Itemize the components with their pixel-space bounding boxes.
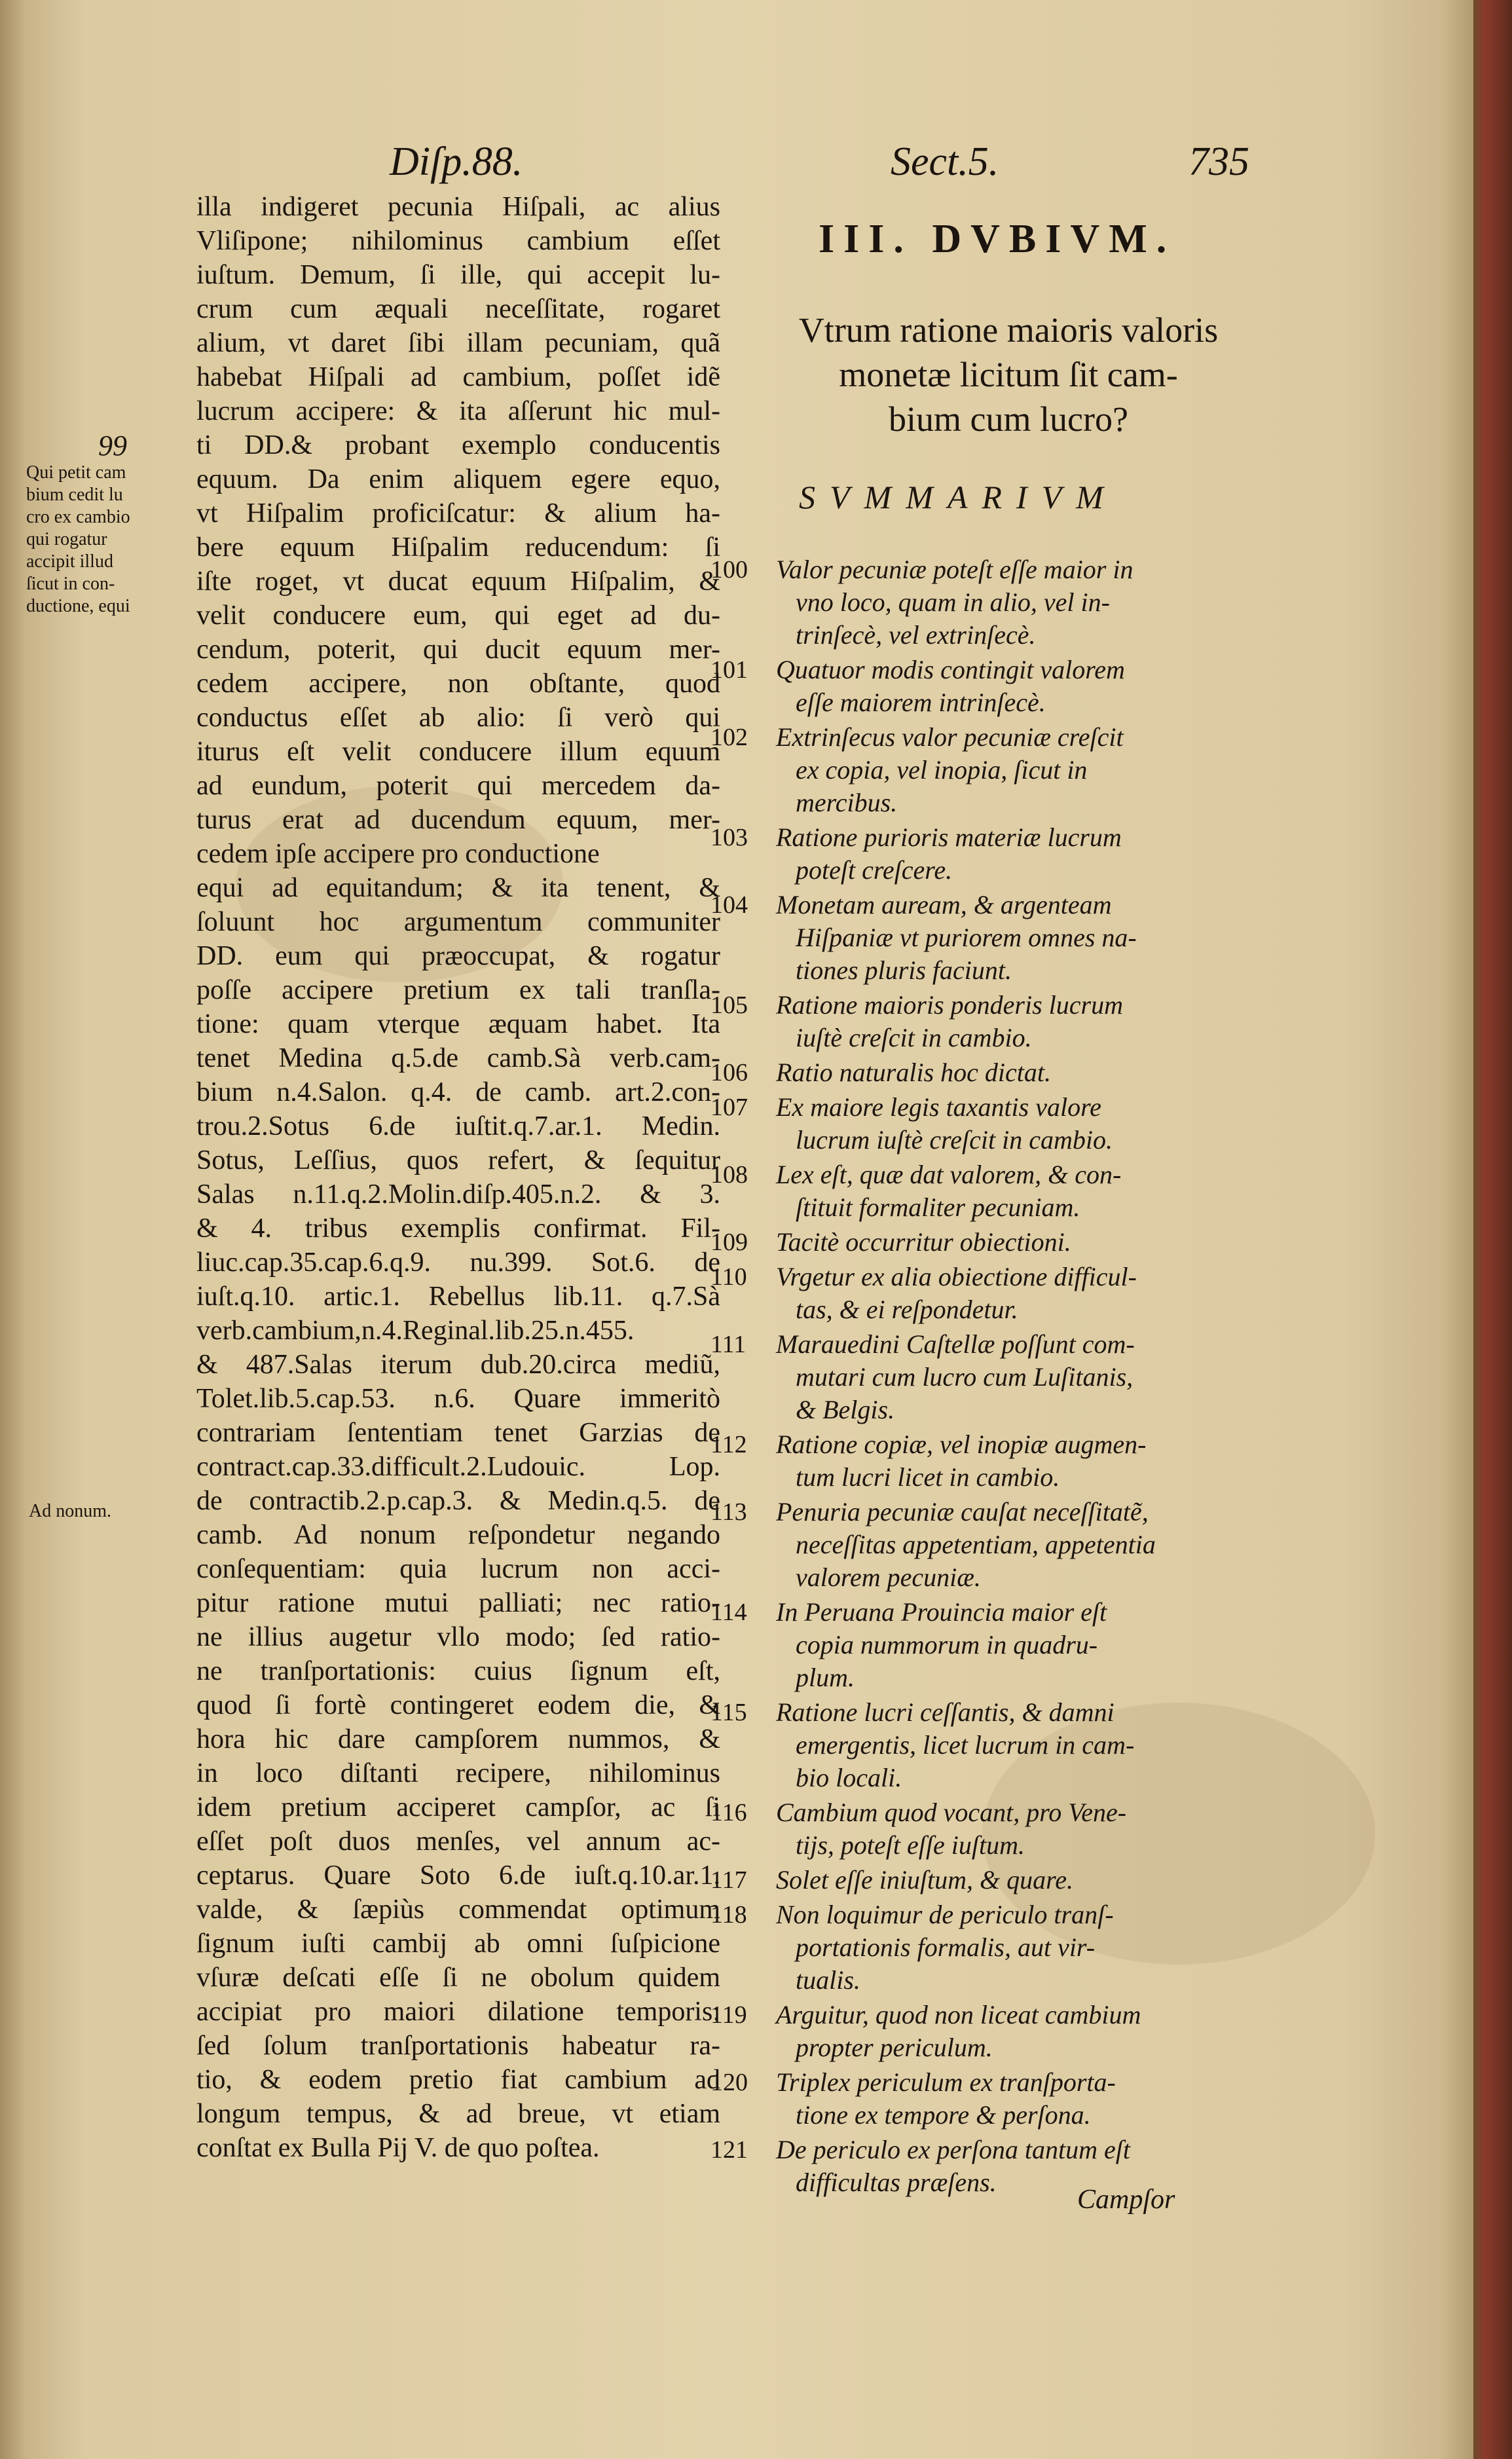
text-line: iturus eſt velit conducere illum equum (196, 737, 720, 767)
text-line: in loco diſtanti recipere, nihilominus (196, 1758, 720, 1788)
text-line: pitur ratione mutui palliati; nec ratio- (196, 1588, 720, 1618)
entry-line: tijs, poteſt eſſe iuſtum. (796, 1830, 1025, 1860)
entry-line: tione ex tempore & perſona. (796, 2100, 1091, 2130)
question-line: Vtrum ratione maioris valoris (798, 310, 1219, 350)
text-line: Tolet.lib.5.cap.53. n.6. Quare immeritò (196, 1384, 720, 1414)
entry-line: Marauedini Caſtellæ poſſunt com- (776, 1329, 1135, 1359)
entry-text (776, 1999, 1274, 2064)
entry-line: Extrinſecus valor pecuniæ creſcit (776, 722, 1124, 752)
margin-note-line: Qui petit cam (26, 462, 126, 483)
entry-line: eſſe maiorem intrinſecè. (796, 688, 1046, 717)
margin-ad-nonum: Ad nonum. (29, 1501, 111, 1521)
text-line: ti DD.& probant exemplo conducentis (196, 430, 720, 460)
question-title (733, 308, 1283, 441)
entry-number: 100 (710, 556, 748, 583)
entry-line: tiones pluris faciunt. (796, 955, 1012, 985)
entry-line: neceſſitas appetentiam, appetentia (796, 1530, 1156, 1559)
entry-text (776, 2066, 1274, 2132)
entry-line: & Belgis. (796, 1395, 895, 1424)
entry-number: 116 (710, 1799, 747, 1826)
text-line: alium, vt daret ſibi illam pecuniam, quã (196, 328, 720, 358)
entry-number: 106 (710, 1059, 748, 1086)
entry-line: iuſtè creſcit in cambio. (796, 1023, 1032, 1052)
entry-number: 120 (710, 2069, 748, 2096)
margin-note-line: ductione, equi (26, 596, 130, 616)
entry-line: Ratio naturalis hoc dictat. (776, 1058, 1051, 1087)
entry-number: 115 (710, 1699, 747, 1726)
text-line: tenet Medina q.5.de camb.Sà verb.cam- (196, 1043, 720, 1073)
text-line: verb.cambium,n.4.Reginal.lib.25.n.455. (196, 1316, 635, 1346)
entry-line: Arguitur, quod non liceat cambium (776, 2000, 1141, 2029)
entry-line: poteſt creſcere. (796, 855, 953, 885)
entry-text (776, 1261, 1274, 1326)
text-line: de contractib.2.p.cap.3. & Medin.q.5. de (196, 1486, 720, 1516)
text-line: trou.2.Sotus 6.de iuſtit.q.7.ar.1. Medin. (196, 1111, 720, 1141)
entry-number: 113 (710, 1498, 747, 1526)
text-line: turus erat ad ducendum equum, mer- (196, 805, 720, 835)
text-line: tione: quam vterque æquam habet. Ita (196, 1009, 720, 1039)
entry-text (776, 1864, 1274, 1896)
dubium-heading: III. DVBIVM. (819, 217, 1176, 261)
left-column-text (196, 190, 720, 2165)
entry-line: propter periculum. (796, 2033, 993, 2062)
text-line: longum tempus, & ad breue, vt etiam (196, 2099, 720, 2129)
text-line: poſſe accipere pretium ex tali tranſla- (196, 975, 720, 1005)
entry-number: 109 (710, 1229, 748, 1256)
text-line: iuſtum. Demum, ſi ille, qui accepit lu- (196, 260, 720, 290)
entry-line: Lex eſt, quæ dat valorem, & con- (776, 1160, 1122, 1189)
text-line: bere equum Hiſpalim reducendum: ſi (196, 532, 720, 563)
entry-line: Quatuor modis contingit valorem (776, 655, 1125, 684)
entry-line: difficultas præſens. (796, 2168, 997, 2197)
text-line: contract.cap.33.difficult.2.Ludouic. Lop. (196, 1452, 720, 1482)
entry-line: Ex maiore legis taxantis valore (776, 1092, 1101, 1122)
entry-text (776, 1056, 1274, 1089)
entry-line: Non loquimur de periculo tranſ- (776, 1900, 1114, 1929)
text-line: vſuræ deſcati eſſe ſi ne obolum quidem (196, 1963, 720, 1993)
margin-number: 99 (98, 430, 127, 462)
text-line: iuſt.q.10. artic.1. Rebellus lib.11. q.7.Sà (196, 1282, 720, 1312)
entry-number: 104 (710, 891, 748, 919)
text-line: cedem accipere, non obſtante, quod (196, 669, 720, 699)
text-line: ſoluunt hoc argumentum communiter (196, 907, 720, 937)
text-line: ne tranſportationis: cuius ſignum eſt, (196, 1656, 720, 1686)
summarium-heading: SVMMARIVM (799, 479, 1118, 515)
entry-line: Hiſpaniæ vt puriorem omnes na- (796, 923, 1137, 952)
entry-number: 117 (710, 1866, 747, 1894)
text-line: Vliſipone; nihilominus cambium eſſet (196, 226, 720, 256)
text-line: crum cum æquali neceſſitate, rogaret (196, 294, 720, 324)
entry-line: valorem pecuniæ. (796, 1562, 981, 1592)
entry-line: De periculo ex perſona tantum eſt (776, 2135, 1130, 2164)
text-line: Sotus, Leſſius, quos refert, & ſequitur (196, 1145, 720, 1175)
text-line: conſtat ex Bulla Pij V. de quo poſtea. (196, 2133, 600, 2163)
entry-number: 111 (710, 1331, 747, 1358)
running-header-center: Sect.5. (891, 139, 999, 184)
entry-line: mutari cum lucro cum Luſitanis, (796, 1362, 1134, 1392)
text-line: cendum, poterit, qui ducit equum mer- (196, 635, 720, 665)
text-line: camb. Ad nonum reſpondetur negando (196, 1520, 720, 1550)
entry-number: 119 (710, 2001, 747, 2029)
text-line: ad eundum, poterit qui mercedem da- (196, 771, 720, 801)
entry-text (776, 553, 1274, 652)
margin-note-line: qui rogatur (26, 529, 107, 549)
entry-line: ex copia, vel inopia, ſicut in (796, 755, 1088, 785)
entry-text (776, 1596, 1274, 1694)
margin-note-line: bium cedit lu (26, 485, 123, 505)
entry-number: 107 (710, 1094, 748, 1121)
margin-note (26, 462, 187, 618)
entry-line: trinſecè, vel extrinſecè. (796, 620, 1036, 650)
text-line: conductus eſſet ab alio: ſi verò qui (196, 703, 720, 733)
question-line: monetæ licitum ſit cam- (839, 355, 1178, 394)
entry-line: plum. (796, 1663, 855, 1692)
entry-text (776, 889, 1274, 987)
entry-number: 105 (710, 991, 748, 1019)
margin-note-line: cro ex cambio (26, 507, 130, 527)
margin-note-line: ſicut in con- (26, 574, 115, 594)
entry-text (776, 1226, 1274, 1259)
text-line: velit conducere eum, qui eget ad du- (196, 601, 720, 631)
text-line: equi ad equitandum; & ita tenent, & (196, 873, 720, 903)
catchword: Campſor (1077, 2185, 1175, 2215)
entry-line: lucrum iuſtè creſcit in cambio. (796, 1125, 1113, 1155)
entry-number: 101 (710, 656, 748, 684)
entry-line: bio locali. (796, 1763, 902, 1792)
text-line: & 4. tribus exemplis confirmat. Fil- (196, 1213, 720, 1244)
text-line: lucrum accipere: & ita aſſerunt hic mul- (196, 396, 720, 426)
text-line: quod ſi fortè contingeret eodem die, & (196, 1690, 720, 1720)
entry-text (776, 654, 1274, 719)
entry-line: Vrgetur ex alia obiectione difficul- (776, 1262, 1137, 1291)
text-line: iſte roget, vt ducat equum Hiſpalim, & (196, 566, 720, 597)
entry-line: vno loco, quam in alio, vel in- (796, 587, 1110, 617)
entry-text (776, 721, 1274, 819)
text-line: illa indigeret pecunia Hiſpali, ac alius (196, 192, 720, 222)
text-line: accipiat pro maiori dilatione temporis: (196, 1997, 720, 2027)
entry-line: Ratione maioris ponderis lucrum (776, 990, 1123, 1020)
text-line: ceptarus. Quare Soto 6.de iuſt.q.10.ar.1. (196, 1860, 720, 1891)
text-line: bium n.4.Salon. q.4. de camb. art.2.con- (196, 1077, 720, 1107)
entry-line: Penuria pecuniæ cauſat neceſſitatẽ, (776, 1497, 1149, 1526)
entry-line: mercibus. (796, 788, 898, 817)
entry-line: Cambium quod vocant, pro Vene- (776, 1798, 1127, 1827)
text-line: conſequentiam: quia lucrum non acci- (196, 1554, 720, 1584)
text-line: liuc.cap.35.cap.6.q.9. nu.399. Sot.6. de (196, 1248, 720, 1278)
page-number: 735 (1189, 139, 1249, 184)
entry-line: In Peruana Prouincia maior eſt (776, 1597, 1107, 1627)
entry-line: tualis. (796, 1965, 860, 1995)
text-line: contrariam ſententiam tenet Garzias de (196, 1418, 720, 1448)
text-line: ne illius augetur vllo modo; ſed ratio- (196, 1622, 720, 1652)
text-line: cedem ipſe accipere pro conductione (196, 839, 600, 869)
entry-number: 112 (710, 1431, 747, 1458)
text-line: vt Hiſpalim proficiſcatur: & alium ha- (196, 498, 720, 528)
entry-line: Tacitè occurritur obiectioni. (776, 1227, 1071, 1257)
entry-text (776, 1158, 1274, 1224)
entry-number: 110 (710, 1263, 747, 1291)
margin-note-line: accipit illud (26, 551, 113, 572)
entry-text (776, 1898, 1274, 1997)
text-line: DD. eum qui præoccupat, & rogatur (196, 941, 720, 971)
entry-number: 103 (710, 824, 748, 851)
entry-line: Solet eſſe iniuſtum, & quare. (776, 1865, 1074, 1895)
text-line: habebat Hiſpali ad cambium, poſſet idẽ (196, 362, 720, 392)
entry-line: tum lucri licet in cambio. (796, 1462, 1060, 1492)
entry-line: portationis formalis, aut vir- (796, 1932, 1096, 1962)
entry-number: 102 (710, 724, 748, 751)
entry-text (776, 1796, 1274, 1862)
entry-number: 121 (710, 2136, 748, 2164)
text-line: tio, & eodem pretio fiat cambium ad (196, 2065, 720, 2095)
entry-number: 108 (710, 1161, 748, 1189)
entry-text (776, 1496, 1274, 1594)
question-line: bium cum lucro? (889, 399, 1128, 439)
entry-line: Valor pecuniæ poteſt eſſe maior in (776, 555, 1134, 584)
text-line: & 487.Salas iterum dub.20.circa mediũ, (196, 1350, 720, 1380)
entry-text (776, 1328, 1274, 1426)
entry-line: Ratione lucri ceſſantis, & damni (776, 1697, 1115, 1727)
text-line: eſſet poſt duos menſes, vel annum ac- (196, 1826, 720, 1857)
text-line: equum. Da enim aliquem egere equo, (196, 464, 720, 494)
text-line: Salas n.11.q.2.Molin.diſp.405.n.2. & 3. (196, 1179, 720, 1210)
entry-line: copia nummorum in quadru- (796, 1630, 1098, 1659)
entry-text (776, 1428, 1274, 1494)
entry-line: emergentis, licet lucrum in cam- (796, 1730, 1135, 1760)
entry-line: Triplex periculum ex tranſporta- (776, 2067, 1116, 2097)
entry-text (776, 2134, 1274, 2199)
entry-line: Monetam auream, & argenteam (776, 890, 1112, 919)
entry-number: 114 (710, 1599, 747, 1626)
entry-line: Ratione purioris materiæ lucrum (776, 823, 1122, 852)
text-line: hora hic dare campſorem nummos, & (196, 1724, 720, 1754)
entry-line: Ratione copiæ, vel inopiæ augmen- (776, 1430, 1147, 1459)
page-edge (1473, 0, 1512, 2459)
entry-text (776, 821, 1274, 887)
running-header-left: Diſp.88. (390, 139, 523, 184)
entry-text (776, 1696, 1274, 1794)
entry-line: ſtituit formaliter pecuniam. (796, 1193, 1080, 1222)
entry-number: 118 (710, 1901, 747, 1929)
entry-line: tas, & ei reſpondetur. (796, 1295, 1018, 1324)
text-line: valde, & ſæpiùs commendat optimum (196, 1895, 720, 1925)
text-line: idem pretium acciperet campſor, ac ſi (196, 1792, 720, 1822)
text-line: ſignum iuſti cambij ab omni ſuſpicione (196, 1929, 720, 1959)
entry-text (776, 989, 1274, 1054)
text-line: ſed ſolum tranſportationis habeatur ra- (196, 2031, 720, 2061)
entry-text (776, 1091, 1274, 1156)
